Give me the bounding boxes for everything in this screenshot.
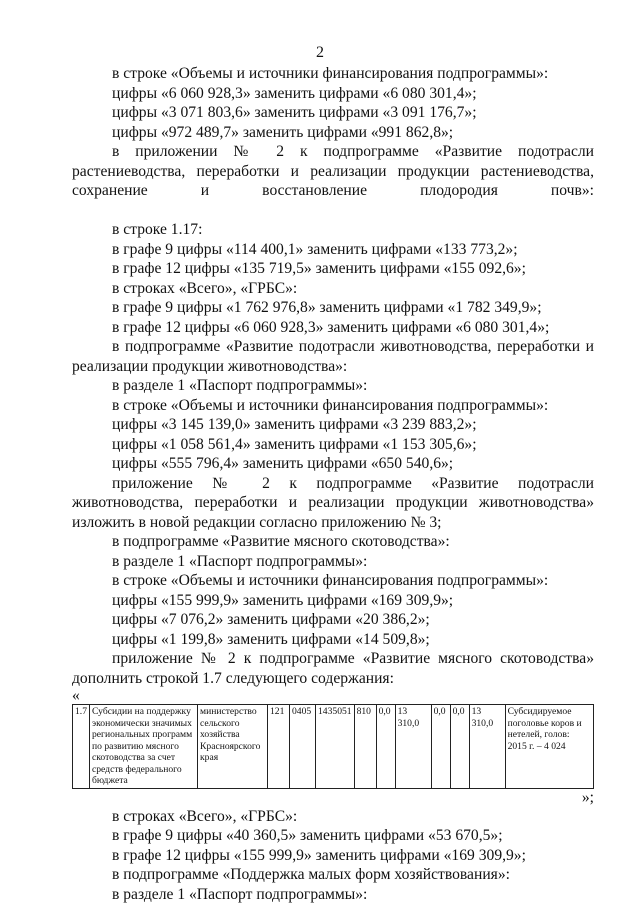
- document-body: [72, 64, 594, 904]
- paragraph: в подпрограмме «Развитие мясного скотоводства»:: [112, 533, 450, 550]
- table-cell: 810: [354, 705, 376, 789]
- paragraph: в графе 12 цифры «155 999,9» заменить цифрами «169 309,9»;: [112, 846, 526, 864]
- paragraph: в подпрограмме «Развитие подотрасли животноводства, переработки и реализации продукции животноводства»:: [72, 338, 594, 375]
- paragraph: в графе 9 цифры «114 400,1» заменить цифрами «133 773,2»;: [112, 240, 518, 258]
- table-cell: 13 310,0: [395, 705, 431, 789]
- paragraph: в разделе 1 «Паспорт подпрограммы»:: [112, 885, 368, 903]
- paragraph: в графе 12 цифры «6 060 928,3» заменить цифрами «6 080 301,4»;: [112, 318, 550, 336]
- paragraph: цифры «555 796,4» заменить цифрами «650 540,6»;: [112, 455, 454, 472]
- inserted-table: [72, 704, 594, 789]
- paragraph: цифры «3 071 803,6» заменить цифрами «3 091 176,7»;: [112, 104, 477, 121]
- quote-close: »;: [581, 788, 594, 806]
- paragraphs-bottom: [72, 807, 594, 905]
- paragraph: цифры «3 145 139,0» заменить цифрами «3 239 883,2»;: [112, 416, 477, 433]
- paragraph: в строке «Объемы и источники финансирования подпрограммы»:: [112, 572, 549, 589]
- paragraph: цифры «972 489,7» заменить цифрами «991 862,8»;: [112, 123, 454, 141]
- table-cell: 1.7: [73, 705, 90, 789]
- paragraph: в строке 1.17:: [112, 221, 203, 238]
- page-number: 2: [316, 44, 324, 61]
- table-row: [73, 705, 594, 789]
- paragraph: в строках «Всего», «ГРБС»:: [112, 807, 298, 825]
- paragraph: цифры «7 076,2» заменить цифрами «20 386,2»;: [112, 611, 430, 628]
- paragraph: в строке «Объемы и источники финансирования подпрограммы»:: [112, 65, 549, 82]
- paragraph: приложение № 2 к подпрограмме «Развитие мясного скотоводства» дополнить строкой 1.7 следующего содержания:: [72, 650, 594, 687]
- paragraph: в строке «Объемы и источники финансирования подпрограммы»:: [112, 396, 549, 414]
- quote-open: «: [72, 687, 80, 704]
- table-cell: 0,0: [376, 705, 395, 789]
- table-cell: министерство сельского хозяйства Красноярского края: [198, 705, 268, 789]
- paragraph: приложение № 2 к подпрограмме «Развитие подотрасли животноводства, переработки и реализации продукции животноводства» изложить в новой редакции согласно приложению № 3;: [72, 474, 594, 531]
- paragraph: цифры «1 199,8» заменить цифрами «14 509,8»;: [112, 630, 430, 648]
- table-cell: 0,0: [450, 705, 469, 789]
- paragraph: в разделе 1 «Паспорт подпрограммы»:: [112, 377, 368, 394]
- paragraph: в разделе 1 «Паспорт подпрограммы»:: [112, 552, 368, 570]
- paragraph: цифры «1 058 561,4» заменить цифрами «1 153 305,6»;: [112, 435, 477, 453]
- paragraph: в графе 9 цифры «40 360,5» заменить цифрами «53 670,5»;: [112, 827, 503, 844]
- table-cell: Субсидируемое поголовье коров и нетелей, голов: 2015 г. – 4 024: [505, 705, 593, 789]
- paragraph: в графе 12 цифры «135 719,5» заменить цифрами «155 092,6»;: [112, 260, 526, 277]
- paragraphs-top: [72, 64, 594, 688]
- table-cell: 0,0: [431, 705, 450, 789]
- table-cell: 0405: [290, 705, 316, 789]
- table-cell: 121: [268, 705, 290, 789]
- paragraph: в приложении № 2 к подпрограмме «Развитие подотрасли растениеводства, переработки и реализации продукции растениеводства, сохранение и восстановление плодородия почв»:: [72, 143, 594, 199]
- table-cell: Субсидии на поддержку экономически значимых региональных программ по развитию мясного скотоводства за счет средств федерального бюджета: [90, 705, 198, 789]
- table-cell: 13 310,0: [469, 705, 505, 789]
- paragraph: цифры «6 060 928,3» заменить цифрами «6 080 301,4»;: [112, 84, 477, 102]
- table-cell: 1435051: [316, 705, 355, 789]
- paragraph: в строках «Всего», «ГРБС»:: [112, 279, 298, 297]
- paragraph: цифры «155 999,9» заменить цифрами «169 309,9»;: [112, 591, 454, 609]
- paragraph: в графе 9 цифры «1 762 976,8» заменить цифрами «1 782 349,9»;: [112, 299, 542, 316]
- paragraph: в подпрограмме «Поддержка малых форм хозяйствования»:: [112, 866, 510, 883]
